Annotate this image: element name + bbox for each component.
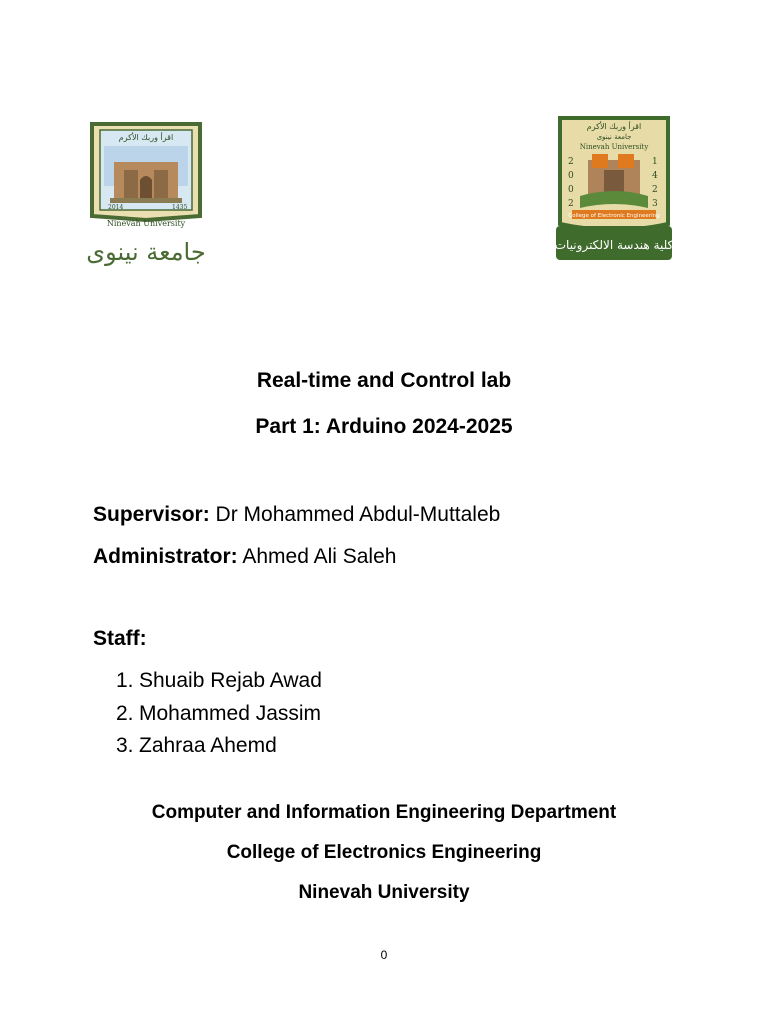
list-item-number: 1.	[116, 669, 134, 692]
svg-text:4: 4	[652, 171, 658, 181]
list-item-number: 3.	[116, 734, 134, 757]
administrator-line	[93, 545, 396, 569]
list-item	[116, 668, 322, 701]
svg-text:كلية هندسة الالكترونيات: كلية هندسة الالكترونيات	[554, 238, 674, 252]
ninevah-university-logo	[68, 118, 228, 270]
svg-text:1435: 1435	[172, 204, 188, 211]
list-item-number: 2.	[116, 701, 134, 725]
svg-text:اقرأ وربك الأكرم: اقرأ وربك الأكرم	[586, 122, 642, 131]
supervisor-label: Supervisor:	[93, 503, 210, 526]
svg-text:جامعة نينوى: جامعة نينوى	[596, 133, 632, 141]
staff-member-name: Mohammed Jassim	[139, 701, 322, 725]
page-number: 0	[380, 948, 388, 962]
svg-text:3: 3	[652, 199, 658, 209]
supervisor-name: Dr Mohammed Abdul-Muttaleb	[209, 503, 501, 526]
document-subtitle: Part 1: Arduino 2024-2025	[255, 415, 513, 438]
svg-text:2: 2	[568, 199, 574, 209]
college-electronic-engineering-logo	[552, 112, 676, 268]
svg-text:0: 0	[568, 171, 574, 181]
list-item	[116, 733, 322, 766]
administrator-name: Ahmed Ali Saleh	[237, 545, 397, 568]
svg-text:2014: 2014	[108, 204, 124, 211]
svg-text:1: 1	[652, 157, 658, 167]
svg-text:جامعة نينوى: جامعة نينوى	[86, 238, 206, 266]
list-item	[116, 701, 322, 734]
svg-text:0: 0	[568, 185, 574, 195]
administrator-label: Administrator:	[93, 545, 238, 568]
svg-text:اقرأ وربك الأكرم: اقرأ وربك الأكرم	[118, 133, 174, 142]
department-name: Computer and Information Engineering Department	[151, 802, 617, 823]
supervisor-line	[93, 503, 500, 527]
staff-heading: Staff:	[93, 627, 147, 650]
svg-text:Ninevah University: Ninevah University	[106, 219, 186, 228]
document-title: Real-time and Control lab	[256, 369, 512, 392]
svg-text:2: 2	[568, 157, 574, 167]
svg-text:2: 2	[652, 185, 658, 195]
staff-member-name: Shuaib Rejab Awad	[139, 669, 322, 692]
staff-member-name: Zahraa Ahemd	[139, 734, 277, 757]
svg-text:College of Electronic Engineer: College of Electronic Engineering	[568, 213, 660, 219]
svg-text:Ninevah University: Ninevah University	[579, 143, 649, 151]
university-name: Ninevah University	[298, 882, 470, 903]
staff-list	[116, 668, 322, 766]
college-name: College of Electronics Engineering	[226, 842, 542, 863]
